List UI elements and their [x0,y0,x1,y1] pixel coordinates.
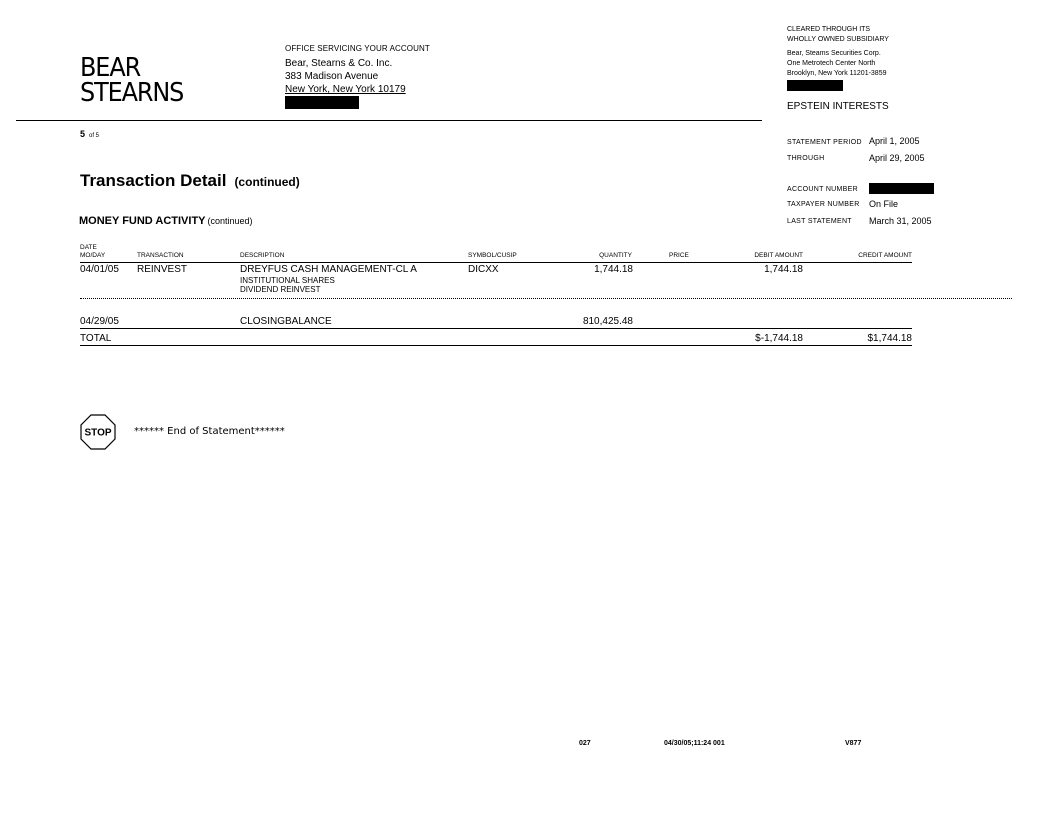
page-title-sub: (continued) [234,175,300,189]
stop-sign-icon [80,414,116,450]
col-quantity: QUANTITY [599,252,632,259]
closing-date: 04/29/05 [80,316,119,327]
closing-rule [80,328,912,329]
col-description: DESCRIPTION [240,252,285,259]
clearing-line-1: CLEARED THROUGH ITS [787,26,871,33]
dotted-divider [80,298,1012,299]
col-debit: DEBIT AMOUNT [754,252,803,259]
page-title-main: Transaction Detail [80,171,227,190]
row-description-3: DIVIDEND REINVEST [240,285,321,294]
clearing-street: One Metrotech Center North [787,60,876,67]
page-number [80,129,99,139]
clearing-info [787,25,889,95]
taxpayer-label: TAXPAYER NUMBER [787,201,860,208]
row-quantity: 1,744.18 [594,264,633,275]
page-title [80,171,300,191]
period-value: April 1, 2005 [869,136,920,146]
footer-code-1: 027 [579,740,591,747]
logo-line-2: STEARNS [80,78,184,108]
col-transaction: TRANSACTION [137,252,184,259]
row-description-2: INSTITUTIONAL SHARES [240,276,335,285]
account-label: ACCOUNT NUMBER [787,186,858,193]
redaction-block [285,96,359,109]
col-symbol: SYMBOL/CUSIP [468,252,517,259]
stop-sign-label: STOP [84,427,112,439]
section-title-sub: (continued) [207,216,253,226]
clearing-name: Bear, Steams Securities Corp. [787,50,881,57]
header-rule [16,120,762,121]
row-symbol: DICXX [468,264,499,275]
office-name: Bear, Stearns & Co. Inc. [285,58,393,69]
page-current: 5 [80,129,86,139]
page-total: of 5 [89,133,100,139]
last-statement-label: LAST STATEMENT [787,218,852,225]
col-price: PRICE [669,252,689,259]
section-title [79,215,253,227]
period-label: STATEMENT PERIOD [787,139,862,146]
total-debit: $-1,744.18 [755,333,803,344]
total-credit: $1,744.18 [867,333,912,344]
total-label: TOTAL [80,333,112,344]
account-name: EPSTEIN INTERESTS [787,101,889,112]
clearing-city: Brooklyn, New York 11201-3859 [787,70,887,77]
last-statement-value: March 31, 2005 [869,216,932,226]
row-transaction: REINVEST [137,264,188,275]
table-header-rule [80,262,912,263]
closing-description: CLOSINGBALANCE [240,316,332,327]
taxpayer-value: On File [869,199,899,209]
redaction-block [787,80,843,91]
total-rule [80,345,912,346]
row-description: DREYFUS CASH MANAGEMENT-CL A [240,264,417,275]
office-city: New York, New York 10179 [285,84,406,95]
footer-timestamp: 04/30/05;11:24 001 [664,740,725,747]
through-value: April 29, 2005 [869,153,925,163]
office-street: 383 Madison Avenue [285,71,379,82]
logo-line-1: BEAR [80,53,141,83]
closing-quantity: 810,425.48 [582,316,633,327]
row-date: 04/01/05 [80,264,119,275]
row-debit: 1,744.18 [764,264,803,275]
account-number-redacted [869,183,934,194]
office-address [285,44,430,114]
bear-stearns-logo [80,53,192,108]
col-date: MO/DAY [80,252,106,259]
clearing-line-2: WHOLLY OWNED SUBSIDIARY [787,36,889,43]
col-credit: CREDIT AMOUNT [858,252,912,259]
office-header: OFFICE SERVICING YOUR ACCOUNT [285,44,430,53]
footer-code-2: V877 [845,740,862,747]
through-label: THROUGH [787,155,825,162]
section-title-main: MONEY FUND ACTIVITY [79,215,206,227]
col-date-top: DATE [80,244,97,251]
end-of-statement: ****** End of Statement****** [134,426,285,437]
